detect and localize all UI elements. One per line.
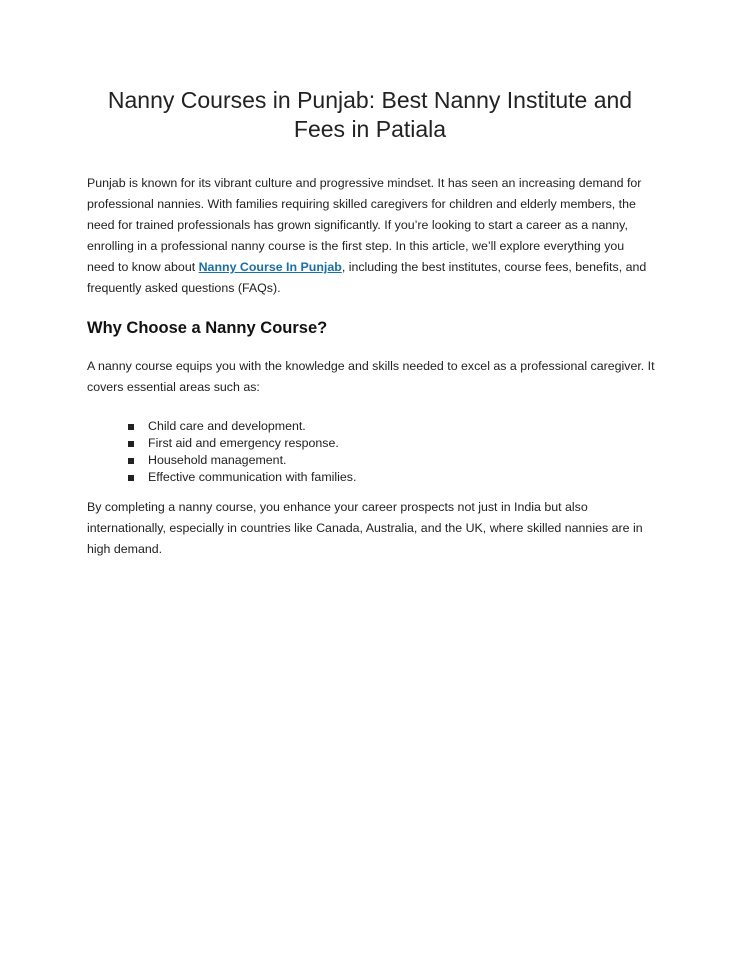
square-bullet-icon <box>128 458 134 464</box>
square-bullet-icon <box>128 441 134 447</box>
square-bullet-icon <box>128 424 134 430</box>
list-item-text: Household management. <box>148 453 287 467</box>
list-item-text: Child care and development. <box>148 419 306 433</box>
intro-text-before-link: Punjab is known for its vibrant culture and progressive mindset. It has seen an increasing demand for professional nannies. With families requiring skilled caregivers for children and elderly members, the need for trained professionals has grown significantly. If you’re looking to start a career as a nanny, enrolling in a professional nanny course is the first step. In this article, we’ll explore everything you need to know about <box>87 176 642 274</box>
document-title: Nanny Courses in Punjab: Best Nanny Institute and Fees in Patiala <box>107 87 633 142</box>
intro-text-after-link: , including the best institutes, course fees, benefits, and frequently asked questions (FAQs). <box>87 260 647 295</box>
list-item <box>128 452 356 469</box>
section-heading: Why Choose a Nanny Course? <box>87 319 328 337</box>
list-item-text: Effective communication with families. <box>148 470 357 484</box>
list-item <box>128 469 356 486</box>
skills-bullet-list <box>128 418 356 486</box>
closing-paragraph: By completing a nanny course, you enhance your career prospects not just in India but also internationally, especially in countries like Canada, Australia, and the UK, where skilled nannies are in high demand. <box>87 500 643 556</box>
nanny-course-punjab-link[interactable]: Nanny Course In Punjab <box>198 260 342 274</box>
list-item <box>128 435 356 452</box>
section-intro-paragraph: A nanny course equips you with the knowledge and skills needed to excel as a professional caregiver. It covers essential areas such as: <box>87 359 655 394</box>
list-item-text: First aid and emergency response. <box>148 436 339 450</box>
list-item <box>128 418 356 435</box>
square-bullet-icon <box>128 475 134 481</box>
intro-paragraph <box>87 173 655 299</box>
